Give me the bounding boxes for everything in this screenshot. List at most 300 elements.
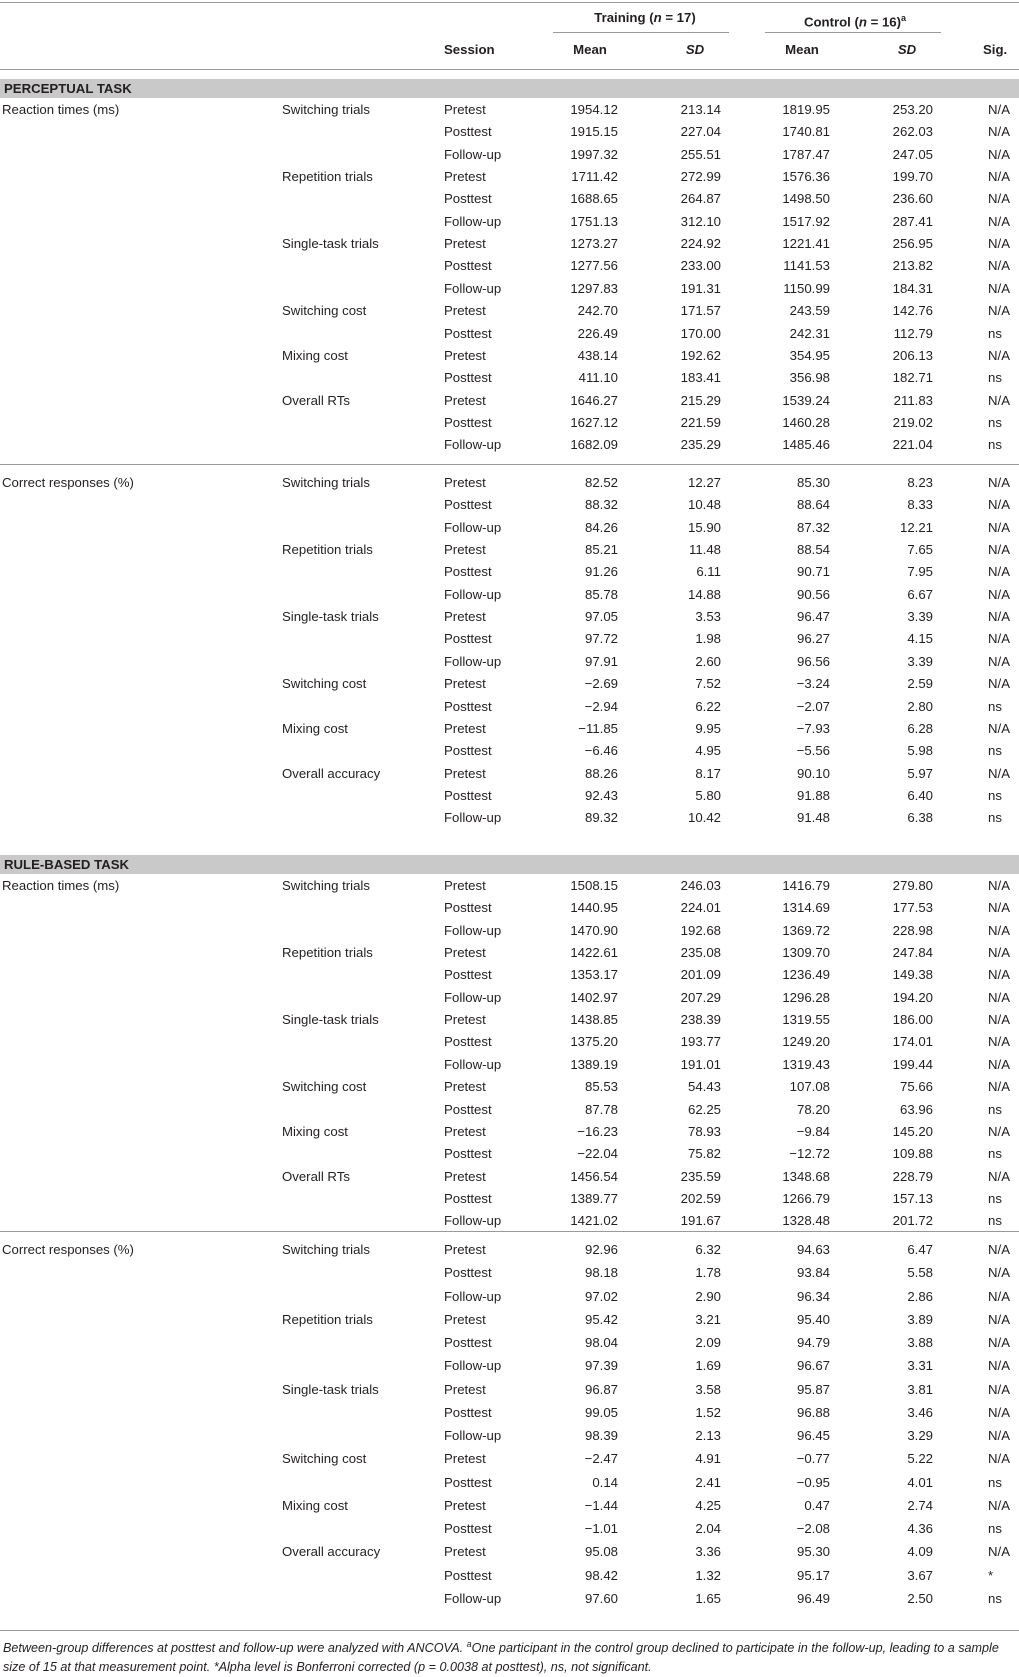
control-sd-cell: 4.09: [907, 1544, 933, 1560]
training-mean-cell: 89.32: [584, 810, 618, 826]
sig-cell: N/A: [988, 169, 1010, 185]
sig-cell: N/A: [988, 967, 1010, 983]
session-cell: Posttest: [444, 1335, 492, 1350]
measure-label: Switching trials: [282, 102, 370, 117]
control-sd-cell: 112.79: [893, 325, 933, 341]
measure-label: Switching cost: [282, 1451, 367, 1467]
training-sd-cell: 221.59: [680, 414, 721, 430]
control-mean-cell: −3.24: [796, 676, 830, 692]
control-mean-cell: 1221.41: [782, 236, 830, 252]
training-sd-cell: 233.00: [680, 258, 721, 274]
sig-cell: N/A: [988, 878, 1010, 893]
control-sd-cell: 247.05: [892, 146, 933, 162]
training-mean-cell: 411.10: [578, 370, 618, 386]
control-mean-cell: 1319.55: [782, 1012, 830, 1028]
session-cell: Pretest: [444, 609, 486, 625]
measure-label: Overall accuracy: [282, 1544, 381, 1560]
session-cell: Posttest: [444, 1101, 492, 1117]
control-sd-cell: 3.29: [907, 1428, 933, 1443]
training-sd-cell: 10.42: [687, 810, 721, 826]
training-sd-cell: 227.04: [680, 124, 721, 140]
measure-label: Overall accuracy: [282, 765, 381, 781]
control-mean-cell: −5.56: [796, 743, 830, 759]
sig-cell: N/A: [988, 1358, 1010, 1374]
training-sd-cell: 11.48: [688, 542, 721, 558]
control-mean-cell: 96.27: [796, 631, 830, 647]
sig-cell: N/A: [988, 236, 1010, 252]
session-cell: Posttest: [444, 1521, 492, 1536]
measure-label: Single-task trials: [282, 1381, 379, 1397]
training-mean-cell: −2.47: [584, 1451, 618, 1467]
sig-cell: N/A: [988, 900, 1010, 916]
session-cell: Posttest: [444, 1034, 492, 1050]
training-mean-cell: 1402.97: [570, 989, 618, 1005]
training-mean-cell: −16.23: [577, 1123, 618, 1139]
control-sd-cell: 142.76: [892, 303, 933, 319]
sig-cell: ns: [988, 787, 1002, 803]
control-mean-cell: 1740.81: [782, 124, 830, 140]
training-sd-cell: 224.92: [680, 236, 721, 252]
control-sd-cell: 2.86: [907, 1288, 933, 1304]
training-sd-cell: 192.62: [680, 347, 721, 363]
training-sd-cell: 235.08: [680, 945, 721, 961]
measure-label: Switching cost: [282, 1079, 367, 1095]
control-mean-cell: 0.47: [804, 1497, 830, 1513]
session-cell: Follow-up: [444, 437, 502, 453]
session-cell: Pretest: [444, 1168, 486, 1184]
training-mean-cell: 226.49: [577, 325, 618, 341]
training-mean-cell: 1273.27: [570, 236, 618, 252]
session-cell: Pretest: [444, 720, 486, 736]
session-cell: Follow-up: [444, 989, 502, 1005]
header-bottom-rule: [0, 69, 1019, 70]
session-cell: Pretest: [444, 1079, 486, 1095]
session-cell: Posttest: [444, 414, 492, 430]
control-mean-cell: 1539.24: [782, 392, 830, 408]
control-sd-cell: 228.98: [892, 922, 933, 938]
training-sd-cell: 191.01: [680, 1056, 721, 1072]
session-cell: Follow-up: [444, 213, 502, 229]
control-sd-cell: 3.46: [907, 1404, 933, 1420]
control-mean-cell: 95.17: [796, 1567, 830, 1583]
control-mean-cell: 95.40: [796, 1311, 830, 1327]
control-mean-cell: 1266.79: [782, 1190, 830, 1206]
sig-cell: *: [988, 1567, 994, 1583]
training-mean-cell: 242.70: [577, 303, 618, 319]
control-sd-cell: 63.96: [899, 1101, 933, 1117]
control-sd-cell: 5.58: [907, 1265, 933, 1281]
control-sd-cell: 174.01: [892, 1034, 933, 1050]
measure-label: Switching cost: [282, 303, 367, 319]
session-cell: Pretest: [444, 236, 486, 252]
sig-cell: ns: [988, 414, 1002, 430]
control-sd-cell: 206.13: [892, 347, 933, 363]
sig-cell: ns: [988, 1146, 1002, 1162]
training-sd-cell: 1.52: [695, 1404, 721, 1420]
control-sd-cell: 228.79: [892, 1168, 933, 1184]
training-sd-cell: 202.59: [680, 1190, 721, 1206]
group-label: Correct responses (%): [2, 475, 134, 490]
sig-cell: ns: [988, 325, 1002, 341]
session-cell: Pretest: [444, 169, 486, 185]
training-sd-cell: 4.25: [695, 1497, 721, 1513]
session-cell: Pretest: [444, 392, 486, 408]
training-sd-cell: 4.95: [695, 743, 721, 759]
control-mean-cell: 94.63: [796, 1242, 830, 1257]
table-footnote: Between-group differences at posttest and follow-up were analyzed with ANCOVA. $^a$One participant in the control group declined to participate in the follow-up, leading to a sample size of 15 at that measurement point. *Alpha level is Bonferroni corrected (p = 0.0038 at posttest), ns, not significant.: [3, 1639, 999, 1675]
control-sd-cell: 3.39: [907, 609, 933, 625]
training-sd-cell: 2.60: [695, 653, 721, 669]
control-mean-cell: 243.59: [789, 303, 830, 319]
training-mean-cell: 99.05: [584, 1404, 618, 1420]
control-mean-cell: 96.88: [796, 1404, 830, 1420]
control-sd-cell: 3.39: [907, 653, 933, 669]
control-sd-cell: 199.44: [892, 1056, 933, 1072]
control-sd-cell: 109.88: [892, 1146, 933, 1162]
control-sd-cell: 184.31: [892, 280, 933, 296]
session-cell: Posttest: [444, 1146, 492, 1162]
measure-label: Overall RTs: [282, 392, 350, 408]
session-cell: Follow-up: [444, 586, 502, 602]
training-mean-cell: 1688.65: [570, 191, 618, 207]
training-mean-cell: −1.01: [584, 1521, 618, 1536]
sig-cell: ns: [988, 1590, 1002, 1606]
training-mean-cell: 91.26: [584, 564, 618, 580]
sig-cell: N/A: [988, 1079, 1010, 1095]
session-header: Session: [444, 42, 495, 57]
session-cell: Pretest: [444, 878, 486, 893]
control-sd-header: SD: [897, 42, 917, 57]
sig-cell: N/A: [988, 124, 1010, 140]
control-sd-cell: 5.97: [907, 765, 933, 781]
measure-label: Repetition trials: [282, 945, 373, 961]
training-sd-cell: 170.00: [680, 325, 721, 341]
measure-label: Switching trials: [282, 475, 370, 490]
training-sd-cell: 183.41: [680, 370, 721, 386]
session-cell: Follow-up: [444, 1358, 502, 1374]
sig-cell: ns: [988, 743, 1002, 759]
measure-label: Switching trials: [282, 1242, 370, 1257]
measure-label: Repetition trials: [282, 169, 373, 185]
training-sd-cell: 3.36: [695, 1544, 721, 1560]
sig-cell: N/A: [988, 1123, 1010, 1139]
sig-cell: ns: [988, 437, 1002, 453]
sig-cell: N/A: [988, 191, 1010, 207]
training-sd-cell: 7.52: [695, 676, 721, 692]
control-sd-cell: 4.01: [907, 1474, 933, 1490]
training-mean-cell: 1277.56: [570, 258, 618, 274]
training-sd-cell: 9.95: [695, 720, 721, 736]
sig-cell: N/A: [988, 392, 1010, 408]
control-sd-cell: 157.13: [892, 1190, 933, 1206]
sig-cell: N/A: [988, 1242, 1010, 1257]
control-mean-cell: 94.79: [796, 1335, 830, 1350]
control-mean-cell: 96.45: [796, 1428, 830, 1443]
section-band: [0, 855, 1019, 874]
training-sd-cell: 78.93: [687, 1123, 721, 1139]
control-sd-cell: 279.80: [892, 878, 933, 893]
training-sd-cell: 62.25: [687, 1101, 721, 1117]
training-mean-cell: 1997.32: [570, 146, 618, 162]
measure-label: Repetition trials: [282, 1311, 373, 1327]
training-sd-cell: 14.88: [687, 586, 721, 602]
training-sd-cell: 171.57: [680, 303, 721, 319]
training-mean-cell: 96.87: [584, 1381, 618, 1397]
control-sd-cell: 3.88: [907, 1335, 933, 1350]
sig-cell: ns: [988, 810, 1002, 826]
session-cell: Pretest: [444, 1311, 486, 1327]
training-mean-cell: 98.42: [584, 1567, 618, 1583]
training-sd-cell: 238.39: [680, 1012, 721, 1028]
top-rule: [0, 2, 1019, 3]
training-sd-cell: 207.29: [680, 989, 721, 1005]
control-sd-cell: 6.47: [907, 1242, 933, 1257]
training-mean-cell: −1.44: [584, 1497, 618, 1513]
control-mean-cell: 95.87: [796, 1381, 830, 1397]
control-mean-cell: 96.34: [796, 1288, 830, 1304]
control-mean-cell: 95.30: [796, 1544, 830, 1560]
session-cell: Posttest: [444, 1265, 492, 1281]
training-mean-cell: −11.85: [578, 720, 618, 736]
training-mean-cell: 1438.85: [570, 1012, 618, 1028]
training-mean-cell: 98.04: [584, 1335, 618, 1350]
control-sd-cell: 199.70: [892, 169, 933, 185]
session-cell: Pretest: [444, 102, 486, 117]
training-sd-cell: 2.41: [695, 1474, 721, 1490]
sig-cell: N/A: [988, 653, 1010, 669]
sig-cell: N/A: [988, 945, 1010, 961]
session-cell: Pretest: [444, 1242, 486, 1257]
control-sd-cell: 7.95: [907, 564, 933, 580]
session-cell: Follow-up: [444, 519, 502, 535]
session-cell: Posttest: [444, 124, 492, 140]
control-mean-cell: −9.84: [796, 1123, 830, 1139]
control-sd-cell: 211.83: [893, 392, 933, 408]
sig-cell: N/A: [988, 146, 1010, 162]
training-mean-cell: 1751.13: [570, 213, 618, 229]
control-sd-cell: 201.72: [892, 1213, 933, 1229]
measure-label: Single-task trials: [282, 609, 379, 625]
training-mean-cell: 1422.61: [570, 945, 618, 961]
training-sd-cell: 1.65: [695, 1590, 721, 1606]
control-sd-cell: 7.65: [907, 542, 933, 558]
session-cell: Follow-up: [444, 1428, 502, 1443]
session-cell: Pretest: [444, 765, 486, 781]
sig-cell: N/A: [988, 989, 1010, 1005]
sig-cell: N/A: [988, 542, 1010, 558]
control-sd-cell: 247.84: [892, 945, 933, 961]
measure-label: Mixing cost: [282, 1123, 348, 1139]
training-mean-cell: 1421.02: [570, 1213, 618, 1229]
session-cell: Follow-up: [444, 810, 502, 826]
sig-cell: N/A: [988, 1168, 1010, 1184]
training-sd-cell: 191.67: [680, 1213, 721, 1229]
sig-cell: N/A: [988, 1497, 1010, 1513]
session-cell: Pretest: [444, 1381, 486, 1397]
control-mean-cell: 1319.43: [782, 1056, 830, 1072]
control-sd-cell: 3.89: [907, 1311, 933, 1327]
training-mean-cell: 1375.20: [570, 1034, 618, 1050]
control-mean-cell: 1485.46: [782, 437, 830, 453]
session-cell: Posttest: [444, 900, 492, 916]
session-cell: Posttest: [444, 1190, 492, 1206]
control-sd-cell: 219.02: [892, 414, 933, 430]
sig-cell: N/A: [988, 1381, 1010, 1397]
training-mean-cell: 1627.12: [570, 414, 618, 430]
training-sd-cell: 2.90: [695, 1288, 721, 1304]
control-mean-cell: 1236.49: [782, 967, 830, 983]
control-mean-cell: 1249.20: [782, 1034, 830, 1050]
training-mean-cell: 84.26: [584, 519, 618, 535]
control-mean-cell: −0.95: [796, 1474, 830, 1490]
session-cell: Posttest: [444, 258, 492, 274]
training-sd-cell: 312.10: [680, 213, 721, 229]
sig-cell: N/A: [988, 631, 1010, 647]
sig-cell: N/A: [988, 676, 1010, 692]
sig-cell: N/A: [988, 303, 1010, 319]
measure-label: Single-task trials: [282, 1012, 379, 1028]
section-band: [0, 79, 1019, 98]
control-sd-cell: 177.53: [892, 900, 933, 916]
session-cell: Follow-up: [444, 1056, 502, 1072]
session-cell: Posttest: [444, 743, 492, 759]
control-mean-cell: −12.72: [789, 1146, 830, 1162]
sig-cell: N/A: [988, 922, 1010, 938]
training-sd-cell: 246.03: [680, 878, 721, 893]
measure-label: Single-task trials: [282, 236, 379, 252]
control-mean-cell: 1498.50: [782, 191, 830, 207]
control-mean-cell: 88.54: [796, 542, 830, 558]
training-mean-cell: 85.78: [584, 586, 618, 602]
control-mean-cell: 87.32: [796, 519, 830, 535]
training-sd-cell: 272.99: [680, 169, 721, 185]
sig-cell: N/A: [988, 497, 1010, 513]
sig-cell: ns: [988, 698, 1002, 714]
control-mean-cell: 1348.68: [782, 1168, 830, 1184]
training-mean-cell: 1353.17: [570, 967, 618, 983]
bottom-rule: [0, 1630, 1019, 1631]
control-mean-cell: 96.47: [796, 609, 830, 625]
training-sd-cell: 215.29: [680, 392, 721, 408]
session-cell: Follow-up: [444, 1288, 502, 1304]
session-cell: Posttest: [444, 631, 492, 647]
training-mean-cell: 1389.19: [570, 1056, 618, 1072]
training-group-header: Training (n = 17): [594, 10, 696, 25]
training-mean-cell: 97.72: [584, 631, 618, 647]
sig-cell: N/A: [988, 347, 1010, 363]
measure-label: Switching trials: [282, 878, 370, 893]
sig-cell: ns: [988, 1190, 1002, 1206]
control-mean-cell: 1416.79: [782, 878, 830, 893]
sig-cell: N/A: [988, 1404, 1010, 1420]
control-header-rule: [765, 32, 941, 33]
training-mean-cell: 98.18: [584, 1265, 618, 1281]
session-cell: Posttest: [444, 191, 492, 207]
control-mean-cell: −0.77: [796, 1451, 830, 1467]
training-mean-cell: 1456.54: [570, 1168, 618, 1184]
section-title: PERCEPTUAL TASK: [4, 81, 132, 96]
session-cell: Pretest: [444, 542, 486, 558]
session-cell: Posttest: [444, 1404, 492, 1420]
sig-cell: N/A: [988, 280, 1010, 296]
sig-cell: N/A: [988, 586, 1010, 602]
training-sd-cell: 3.53: [695, 609, 721, 625]
training-mean-cell: 97.05: [584, 609, 618, 625]
training-mean-cell: 97.60: [584, 1590, 618, 1606]
control-sd-cell: 5.98: [907, 743, 933, 759]
control-mean-cell: 1141.53: [783, 258, 830, 274]
control-mean-cell: 1576.36: [782, 169, 830, 185]
sig-cell: N/A: [988, 1056, 1010, 1072]
training-mean-cell: 1646.27: [570, 392, 618, 408]
measure-label: Mixing cost: [282, 1497, 348, 1513]
control-sd-cell: 2.50: [907, 1590, 933, 1606]
sig-cell: ns: [988, 1101, 1002, 1117]
training-sd-cell: 3.21: [695, 1311, 721, 1327]
control-sd-cell: 221.04: [892, 437, 933, 453]
training-sd-cell: 3.58: [695, 1381, 721, 1397]
training-sd-cell: 54.43: [687, 1079, 721, 1095]
control-sd-cell: 287.41: [892, 213, 933, 229]
control-mean-cell: 356.98: [789, 370, 830, 386]
session-cell: Posttest: [444, 497, 492, 513]
training-mean-cell: 97.02: [584, 1288, 618, 1304]
control-mean-cell: 1309.70: [782, 945, 830, 961]
control-mean-cell: 1819.95: [782, 102, 830, 117]
training-mean-cell: 88.32: [584, 497, 618, 513]
session-cell: Posttest: [444, 698, 492, 714]
sig-cell: N/A: [988, 1451, 1010, 1467]
training-mean-cell: 0.14: [592, 1474, 618, 1490]
control-sd-cell: 253.20: [892, 102, 933, 117]
session-cell: Pretest: [444, 1451, 486, 1467]
training-sd-cell: 1.32: [695, 1567, 721, 1583]
control-mean-header: Mean: [785, 42, 819, 57]
group-label: Reaction times (ms): [2, 102, 120, 117]
training-mean-cell: 87.78: [584, 1101, 618, 1117]
session-cell: Follow-up: [444, 653, 502, 669]
training-sd-cell: 224.01: [680, 900, 721, 916]
training-sd-cell: 75.82: [687, 1146, 721, 1162]
training-header-rule: [553, 32, 729, 33]
training-sd-cell: 4.91: [695, 1451, 721, 1467]
control-mean-cell: −7.93: [796, 720, 830, 736]
sig-cell: N/A: [988, 102, 1010, 117]
group-label: Reaction times (ms): [2, 878, 120, 893]
training-mean-cell: 1682.09: [570, 437, 618, 453]
control-sd-cell: 186.00: [892, 1012, 933, 1028]
control-mean-cell: 90.56: [796, 586, 830, 602]
sig-cell: N/A: [988, 1265, 1010, 1281]
control-mean-cell: 85.30: [796, 475, 830, 490]
control-sd-cell: 75.66: [899, 1079, 933, 1095]
sig-cell: N/A: [988, 1311, 1010, 1327]
control-mean-cell: 88.64: [796, 497, 830, 513]
training-sd-cell: 8.17: [695, 765, 721, 781]
control-sd-cell: 6.38: [907, 810, 933, 826]
training-sd-cell: 1.78: [695, 1265, 721, 1281]
sig-cell: N/A: [988, 1428, 1010, 1443]
session-cell: Posttest: [444, 370, 492, 386]
training-sd-cell: 6.22: [695, 698, 721, 714]
measure-label: Mixing cost: [282, 720, 348, 736]
control-sd-cell: 182.71: [892, 370, 933, 386]
training-sd-cell: 2.04: [695, 1521, 721, 1536]
control-mean-cell: 93.84: [796, 1265, 830, 1281]
sig-cell: N/A: [988, 1288, 1010, 1304]
control-mean-cell: 1314.69: [782, 900, 830, 916]
session-cell: Posttest: [444, 564, 492, 580]
